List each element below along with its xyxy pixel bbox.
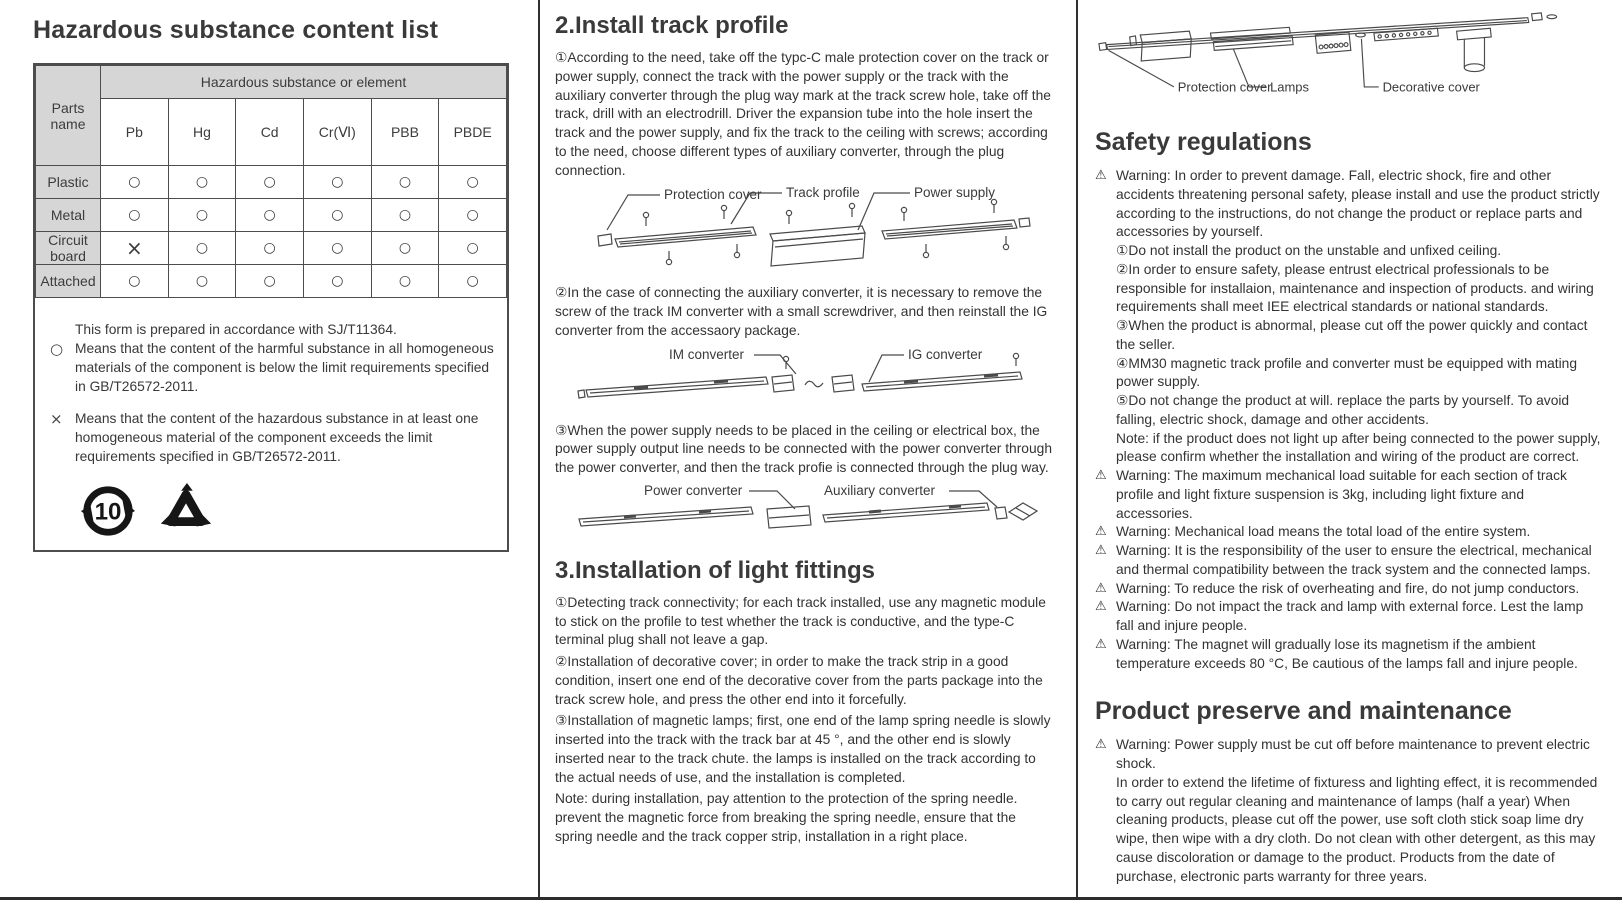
mark-cell: ○ bbox=[168, 232, 236, 265]
mark-cell: ○ bbox=[168, 265, 236, 298]
label-power-supply: Power supply bbox=[913, 185, 995, 201]
cross-symbol: × bbox=[50, 410, 63, 429]
mark-cell: ○ bbox=[236, 199, 304, 232]
mark-cell: ○ bbox=[371, 166, 439, 199]
fittings-note: Note: during installation, pay attention to the protection of the spring needle. prevent the magnetic force from breaking the spring needle, ensure that the spring needle and the track copper strip, installation in a right place. bbox=[555, 791, 1018, 844]
mark-cell: ○ bbox=[303, 232, 371, 265]
safety-warning: ⚠ Warning: Mechanical load means the total load of the entire system. bbox=[1095, 524, 1531, 540]
mark-cell: ○ bbox=[168, 166, 236, 199]
install-para-2: ②In the case of connecting the auxiliary converter, it is necessary to remove the screw of the track IM converter with a small screwdriver, and then reinstall the IG converter from the accessaory package. bbox=[555, 285, 1048, 338]
install-para-3: ③When the power supply needs to be placed in the ceiling or electrical box, the power supply output line needs to be connected with the power converter through the power converter, and then the track profie is connected through the plug way. bbox=[555, 422, 1053, 475]
label-decorative-cover: Decorative cover bbox=[1382, 79, 1480, 95]
diagram-im-ig-converter bbox=[574, 344, 1034, 420]
table-row bbox=[36, 265, 507, 298]
row-label-metal: Metal bbox=[36, 199, 101, 232]
hazardous-substance-section bbox=[0, 0, 538, 897]
hazardous-table-box bbox=[33, 63, 509, 552]
maintenance-list bbox=[1095, 736, 1602, 886]
col-header-cd: Cd bbox=[236, 99, 304, 166]
maintenance-text: In order to extend the lifetime of fixturess and lighting effect, it is recommended to carry out regular cleaning and maintenance of lamps (half a year) When cleaning products, please cut off the power, use soft cloth stick soap lime dry wipe, then wipe with a dry cloth. Do not clean with other detergent, as this may cause discoloration or damage to the product. Products from the date of purchase, electronic parts warranty for three years. bbox=[1116, 774, 1598, 884]
mark-cell: ○ bbox=[236, 166, 304, 199]
safety-regulations-title: Safety regulations bbox=[1095, 128, 1312, 156]
page-bottom-rule bbox=[0, 897, 1622, 900]
epup-10-icon bbox=[79, 482, 137, 540]
mark-cell: ○ bbox=[303, 265, 371, 298]
label-im-converter: IM converter bbox=[668, 346, 744, 362]
safety-warning: ⚠ Warning: The maximum mechanical load suitable for each section of track profile and light fixture suspension is 3kg, including light fixture and accessories. bbox=[1095, 468, 1567, 521]
section2-title: 2.Install track profile bbox=[555, 12, 789, 39]
hazardous-list-title: Hazardous substance content list bbox=[33, 16, 439, 44]
svg-text:10: 10 bbox=[94, 498, 122, 526]
mark-cell: ○ bbox=[439, 232, 507, 265]
label-auxiliary-converter: Auxiliary converter bbox=[823, 482, 935, 498]
cross-legend-text: Means that the content of the hazardous substance in at least one homogeneous material of the component exceeds the limit requirements specified in GB/T26572-2011. bbox=[75, 411, 479, 465]
label-power-converter: Power converter bbox=[643, 482, 742, 498]
warning-triangle-icon: ⚠ bbox=[1095, 543, 1107, 558]
mark-cell: ○ bbox=[371, 232, 439, 265]
table-row bbox=[36, 232, 507, 265]
warning-triangle-icon: ⚠ bbox=[1095, 524, 1107, 540]
install-track-section bbox=[538, 0, 1078, 897]
label-protection-cover-right: Protection cover bbox=[1177, 79, 1272, 95]
table-group-header: Hazardous substance or element bbox=[101, 66, 507, 99]
table-notes bbox=[35, 298, 507, 540]
cross-legend bbox=[50, 409, 495, 466]
safety-point-2: ②In order to ensure safety, please entrust electrical professionals to be responsible for installaion, maintenance and inspection of products. and wiring requirements shall meet IEE electrical standards or national standards. bbox=[1116, 261, 1594, 315]
mark-cell: ○ bbox=[303, 199, 371, 232]
warning-triangle-icon: ⚠ bbox=[1095, 580, 1107, 596]
mark-cell: ○ bbox=[439, 265, 507, 298]
mark-cell: ○ bbox=[236, 265, 304, 298]
table-corner-parts-name: Parts name bbox=[36, 66, 101, 166]
warning-triangle-icon: ⚠ bbox=[1095, 636, 1107, 652]
col-header-pbb: PBB bbox=[371, 99, 439, 166]
warning-triangle-icon: ⚠ bbox=[1095, 468, 1107, 483]
hazardous-substance-table bbox=[35, 65, 507, 298]
mark-cell: × bbox=[101, 232, 169, 265]
diagram-power-auxiliary-converter bbox=[569, 481, 1039, 545]
safety-note: Note: if the product does not light up after being connected to the power supply, please confirm whether the installation and wiring of the product are correct. bbox=[1116, 430, 1601, 465]
diagram-track-lamps bbox=[1097, 6, 1597, 114]
safety-point-5: ⑤Do not change the product at will. replace the parts by yourself. To avoid falling, electric shock, damage and other accidents. bbox=[1116, 393, 1570, 427]
compliance-marks bbox=[79, 482, 495, 540]
row-label-circuit-board: Circuit board bbox=[36, 232, 101, 265]
col-header-hg: Hg bbox=[168, 99, 236, 166]
mark-cell: ○ bbox=[371, 199, 439, 232]
notes-intro: This form is prepared in accordance with SJ/T11364. bbox=[75, 322, 397, 337]
safety-warning: ⚠ Warning: The magnet will gradually lose its magnetism if the ambient temperature exceeds 80 °C, Be cautious of the lamps fall and injure people. bbox=[1095, 636, 1578, 671]
safety-warning: ⚠ Warning: In order to prevent damage. Fall, electric shock, fire and other accidents threatening personal safety, please install and use the product strictly according to the instructions, do not change the product or replace parts and accessories by yourself. bbox=[1095, 168, 1600, 240]
label-track-profile: Track profile bbox=[785, 185, 860, 201]
row-label-plastic: Plastic bbox=[36, 166, 101, 199]
warning-triangle-icon: ⚠ bbox=[1095, 168, 1107, 183]
circle-legend bbox=[50, 339, 495, 396]
table-row bbox=[36, 199, 507, 232]
label-lamps: Lamps bbox=[1270, 79, 1310, 95]
maintenance-title: Product preserve and maintenance bbox=[1095, 697, 1512, 726]
safety-section bbox=[1078, 0, 1622, 897]
fittings-para-1: ①Detecting track connectivity; for each track installed, use any magnetic module to stick on the profile to test whether the track is conductive, and the type-C terminal plug shall not leave a gap. bbox=[555, 594, 1046, 648]
fittings-para-2: ②Installation of decorative cover; in order to make the track strip in a good condition, insert one end of the decorative cover from the parts package into the track screw hole, and press the other end into it forcefully. bbox=[555, 654, 1043, 707]
diagram-track-power-supply bbox=[574, 184, 1034, 280]
section3-title: 3.Installation of light fittings bbox=[555, 556, 875, 584]
safety-warning: ⚠ Warning: It is the responsibility of the user to ensure the electrical, mechanical and thermal compatibility between the track system and the connected lamps. bbox=[1095, 543, 1592, 577]
mark-cell: ○ bbox=[371, 265, 439, 298]
recycle-icon bbox=[157, 482, 215, 540]
mark-cell: ○ bbox=[101, 265, 169, 298]
mark-cell: ○ bbox=[236, 232, 304, 265]
row-label-attached: Attached bbox=[36, 265, 101, 298]
col-header-pbde: PBDE bbox=[439, 99, 507, 166]
warning-triangle-icon: ⚠ bbox=[1095, 737, 1107, 753]
mark-cell: ○ bbox=[101, 199, 169, 232]
fittings-para-3: ③Installation of magnetic lamps; first, one end of the lamp spring needle is slowly inserted into the track with the track bar at 45 °, and the other end is slowly inserted near to the track chute. the lamps is installed on the track according to the actual needs of use, and the installation is completed. bbox=[555, 713, 1051, 785]
maintenance-warning: ⚠ Warning: Power supply must be cut off before maintenance to prevent electric shock. bbox=[1095, 737, 1590, 771]
mark-cell: ○ bbox=[101, 166, 169, 199]
mark-cell: ○ bbox=[439, 166, 507, 199]
mark-cell: ○ bbox=[168, 199, 236, 232]
safety-warning: ⚠ Warning: Do not impact the track and lamp with external force. Lest the lamp fall and injure people. bbox=[1095, 599, 1584, 633]
safety-list bbox=[1095, 167, 1602, 673]
safety-point-4: ④MM30 magnetic track profile and converter must be equipped with mating power supply. bbox=[1116, 355, 1577, 390]
col-header-cr: Cr(Ⅵ) bbox=[303, 99, 371, 166]
mark-cell: ○ bbox=[439, 199, 507, 232]
label-ig-converter: IG converter bbox=[907, 346, 982, 362]
safety-point-1: ①Do not install the product on the unstable and unfixed ceiling. bbox=[1116, 243, 1502, 258]
label-protection-cover: Protection cover bbox=[663, 187, 762, 203]
circle-legend-text: Means that the content of the harmful substance in all homogeneous materials of the component is below the limit requirements specified in GB/T26572-2011. bbox=[75, 341, 494, 395]
install-para-1: ①According to the need, take off the typc-C male protection cover on the track or power supply, connect the track with the power supply or the track with the auxiliary converter through the plug way mark at the track screw hole, take off the track, drill with an electrodrill. Driver the expansion tube into the hole insert the track and the power supply, and fix the track to the ceiling with screws; according to the need, choose different types of auxiliary converter, through the plug connection. bbox=[555, 50, 1051, 178]
table-row bbox=[36, 166, 507, 199]
mark-cell: ○ bbox=[303, 166, 371, 199]
circle-symbol: ○ bbox=[50, 340, 64, 359]
safety-point-3: ③When the product is abnormal, please cut off the power quickly and contact the seller. bbox=[1116, 318, 1588, 352]
col-header-pb: Pb bbox=[101, 99, 169, 166]
warning-triangle-icon: ⚠ bbox=[1095, 599, 1107, 615]
safety-warning: ⚠ Warning: To reduce the risk of overheating and fire, do not jump conductors. bbox=[1095, 580, 1580, 596]
